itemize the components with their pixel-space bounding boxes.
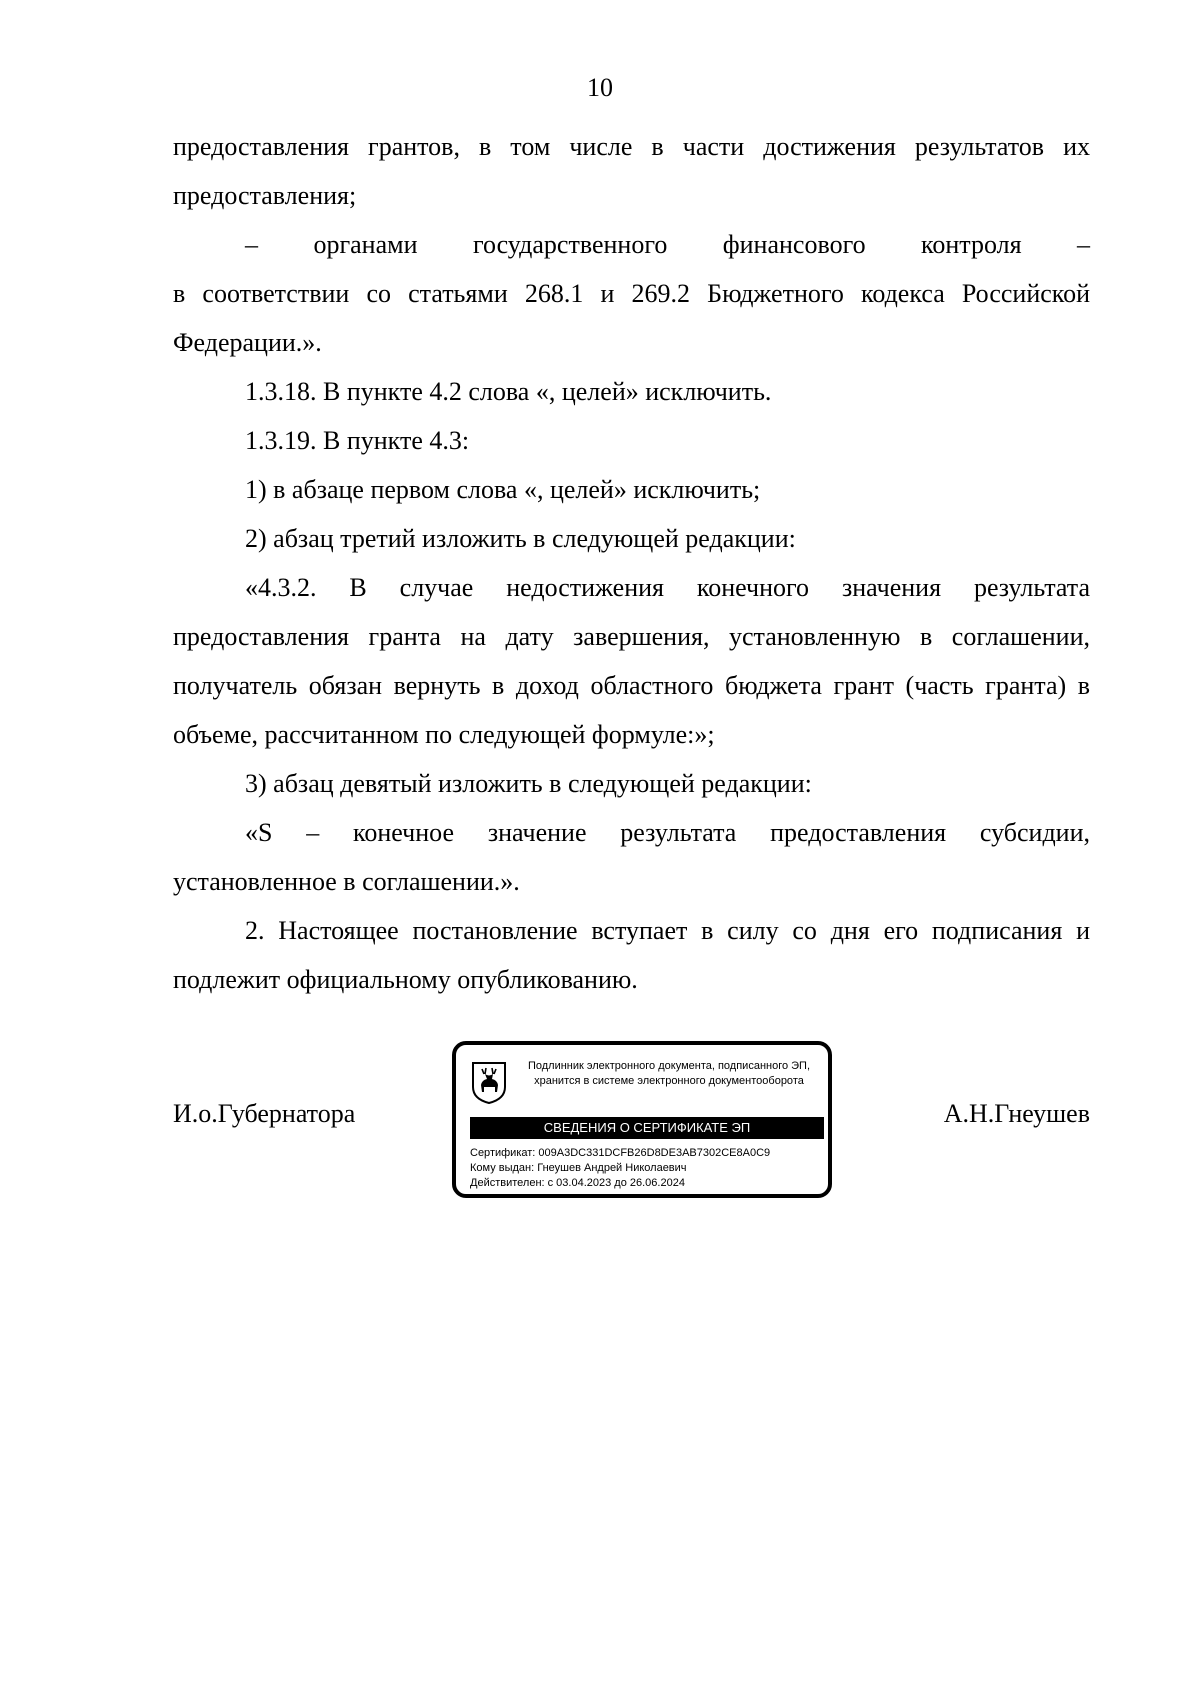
signatory-name: А.Н.Гнеушев	[943, 1099, 1090, 1128]
electronic-signature-stamp	[452, 1041, 832, 1198]
certificate-validity: Действителен: с 03.04.2023 до 26.06.2024	[470, 1177, 685, 1189]
certificate-info-title: СВЕДЕНИЯ О СЕРТИФИКАТЕ ЭП	[470, 1117, 824, 1139]
paragraph-effective-date: 2. Настоящее постановление вступает в силу со дня его подписания и подлежит официальному опубликованию.	[173, 916, 1090, 994]
paragraph-1-3-18: 1.3.18. В пункте 4.2 слова «, целей» исключить.	[245, 377, 772, 406]
deer-coat-of-arms-icon	[471, 1061, 507, 1105]
paragraph-subitem-2: 2) абзац третий изложить в следующей редакции:	[245, 524, 796, 553]
paragraph-grants-results: предоставления грантов, в том числе в части достижения результатов их предоставления;	[173, 132, 1090, 210]
paragraph-subitem-1: 1) в абзаце первом слова «, целей» исключить;	[245, 475, 761, 504]
stamp-header-line-2: хранится в системе электронного документооборота	[534, 1075, 804, 1087]
paragraph-subitem-3: 3) абзац девятый изложить в следующей редакции:	[245, 769, 812, 798]
paragraph-financial-control: – органами государственного финансового контроля –	[245, 230, 1090, 259]
stamp-header-line-1: Подлинник электронного документа, подписанного ЭП,	[527, 1060, 811, 1072]
page-number: 10	[587, 73, 613, 102]
signatory-position: И.о.Губернатора	[173, 1099, 356, 1128]
paragraph-budget-code: в соответствии со статьями 268.1 и 269.2 Бюджетного кодекса Российской Федерации.».	[173, 279, 1090, 357]
certificate-details	[470, 1146, 824, 1191]
paragraph-1-3-19: 1.3.19. В пункте 4.3:	[245, 426, 470, 455]
certificate-owner: Кому выдан: Гнеушев Андрей Николаевич	[470, 1162, 687, 1174]
paragraph-s-definition: «S – конечное значение результата предоставления субсидии, установленное в соглашении.».	[173, 818, 1090, 896]
stamp-header	[514, 1059, 824, 1089]
paragraph-4-3-2: «4.3.2. В случае недостижения конечного значения результата предоставления гранта на дату завершения, установленную в соглашении, получатель обязан вернуть в доход областного бюджета грант (часть гранта) в объеме, рассчитанном по следующей формуле:»;	[173, 573, 1090, 749]
document-body	[173, 122, 1090, 1004]
certificate-number: Сертификат: 009A3DC331DCFB26D8DE3AB7302CE8A0C9	[470, 1147, 771, 1159]
